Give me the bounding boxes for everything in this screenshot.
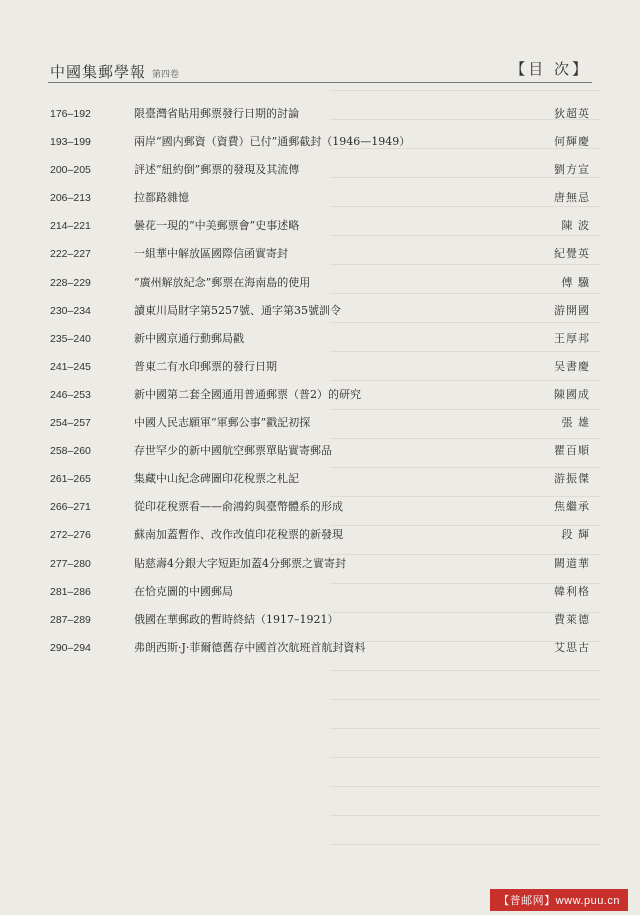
- article-title[interactable]: 兩岸“國内郵資（資費）已付”通郵截封（1946—1949）: [134, 135, 411, 149]
- toc-entry[interactable]: [0, 359, 640, 387]
- toc-entry[interactable]: [0, 415, 640, 443]
- article-author: 王厚邦: [554, 331, 590, 345]
- site-watermark: 【普邮网】www.puu.cn: [490, 889, 628, 911]
- article-title[interactable]: 存世罕少的新中國航空郵票單貼實寄郵品: [134, 444, 332, 458]
- page-range: 261–265: [50, 473, 91, 486]
- toc-entry[interactable]: [0, 275, 640, 303]
- page-range: 176–192: [50, 108, 91, 120]
- page-range: 272–276: [50, 529, 91, 542]
- article-author: 狄超英: [554, 107, 590, 120]
- page-range: 241–245: [50, 360, 91, 373]
- toc-entry[interactable]: [0, 106, 640, 134]
- article-author: 劉方宣: [554, 163, 590, 177]
- toc-entry[interactable]: [0, 612, 640, 640]
- article-author: 游開國: [554, 303, 590, 317]
- page-range: 266–271: [50, 501, 91, 514]
- article-title[interactable]: 新中國京通行動郵局戳: [134, 331, 244, 345]
- article-author: 游振傑: [554, 472, 590, 486]
- journal-title: 中國集郵學報: [50, 63, 147, 81]
- toc-entry[interactable]: [0, 556, 640, 584]
- page-range: 214–221: [50, 220, 91, 233]
- toc-entry[interactable]: [0, 471, 640, 499]
- article-title[interactable]: 集藏中山紀念碑圖印花稅票之札記: [134, 472, 299, 486]
- page-range: 230–234: [50, 304, 91, 317]
- toc-entry[interactable]: [0, 387, 640, 415]
- article-author: 陳 波: [561, 219, 590, 233]
- volume-label: 第四卷: [152, 70, 180, 80]
- toc-entry[interactable]: [0, 640, 640, 668]
- article-author: 韓利格: [554, 584, 590, 598]
- page-range: 246–253: [50, 388, 91, 401]
- header-rule: [48, 82, 592, 83]
- toc-entry[interactable]: [0, 134, 640, 162]
- toc-entry[interactable]: [0, 246, 640, 274]
- article-author: 唐無忌: [554, 191, 590, 205]
- article-title[interactable]: 弗朗西斯·J·菲爾德舊存中國首次航班首航封資料: [134, 640, 366, 654]
- article-author: 紀覺英: [554, 247, 590, 261]
- toc-entry[interactable]: [0, 190, 640, 218]
- article-title[interactable]: 曇花一現的“中美郵票會”史事述略: [134, 219, 300, 233]
- article-author: 艾思古: [554, 640, 590, 654]
- journal-header: [50, 61, 179, 82]
- page-range: 235–240: [50, 332, 91, 345]
- page-range: 206–213: [50, 192, 91, 205]
- article-author: 吴書慶: [554, 359, 590, 373]
- toc-entry[interactable]: [0, 443, 640, 471]
- article-author: 瞿百順: [554, 444, 590, 458]
- section-title: 【目 次】: [510, 60, 590, 78]
- article-author: 焦繼承: [554, 500, 590, 514]
- article-author: 闕道華: [554, 556, 590, 570]
- toc-entry[interactable]: [0, 331, 640, 359]
- page-range: 222–227: [50, 248, 91, 261]
- article-title[interactable]: 限臺灣省貼用郵票發行日期的討論: [134, 107, 299, 120]
- article-title[interactable]: 貼慈壽4分銀大字短距加蓋4分郵票之實寄封: [134, 556, 346, 570]
- page-range: 287–289: [50, 613, 91, 626]
- article-author: 何輝慶: [554, 135, 590, 149]
- page-range: 228–229: [50, 276, 91, 289]
- article-title[interactable]: 在恰克圖的中國郵局: [134, 584, 233, 598]
- page-range: 281–286: [50, 585, 91, 598]
- toc-entry[interactable]: [0, 499, 640, 527]
- article-author: 傅 驥: [561, 275, 590, 289]
- article-title[interactable]: 新中國第二套全國通用普通郵票（普2）的研究: [134, 387, 361, 401]
- article-author: 陳國成: [554, 387, 590, 401]
- article-title[interactable]: 讀東川局財字第5257號、通字第35號訓令: [134, 303, 341, 317]
- article-author: 費萊德: [554, 612, 590, 626]
- article-title[interactable]: 普東二有水印郵票的發行日期: [134, 359, 277, 373]
- article-title[interactable]: 從印花稅票看——俞鴻鈞與臺幣體系的形成: [134, 500, 343, 514]
- page-range: 290–294: [50, 641, 91, 654]
- toc-entry[interactable]: [0, 584, 640, 612]
- table-of-contents: [0, 106, 640, 668]
- page-range: 258–260: [50, 445, 91, 458]
- article-title[interactable]: 一組華中解放區國際信函實寄封: [134, 247, 288, 261]
- toc-entry[interactable]: [0, 527, 640, 555]
- page-range: 193–199: [50, 136, 91, 149]
- article-author: 張 雄: [561, 416, 590, 430]
- article-title[interactable]: 拉都路雜憶: [134, 191, 189, 205]
- toc-entry[interactable]: [0, 303, 640, 331]
- toc-entry[interactable]: [0, 162, 640, 190]
- article-title[interactable]: 評述“紐約倒”郵票的發現及其流傳: [134, 163, 300, 177]
- toc-entry[interactable]: [0, 218, 640, 246]
- page-range: 200–205: [50, 164, 91, 177]
- article-title[interactable]: 中國人民志願軍“軍郵公事”戳記初探: [134, 416, 311, 430]
- page-range: 277–280: [50, 557, 91, 570]
- article-author: 段 輝: [561, 528, 590, 542]
- article-title[interactable]: “廣州解放紀念”郵票在海南島的使用: [134, 275, 311, 289]
- article-title[interactable]: 蘇南加蓋暫作、改作改值印花稅票的新發現: [134, 528, 343, 542]
- page-range: 254–257: [50, 417, 91, 430]
- article-title[interactable]: 俄國在華郵政的暫時終結（1917–1921）: [134, 612, 339, 626]
